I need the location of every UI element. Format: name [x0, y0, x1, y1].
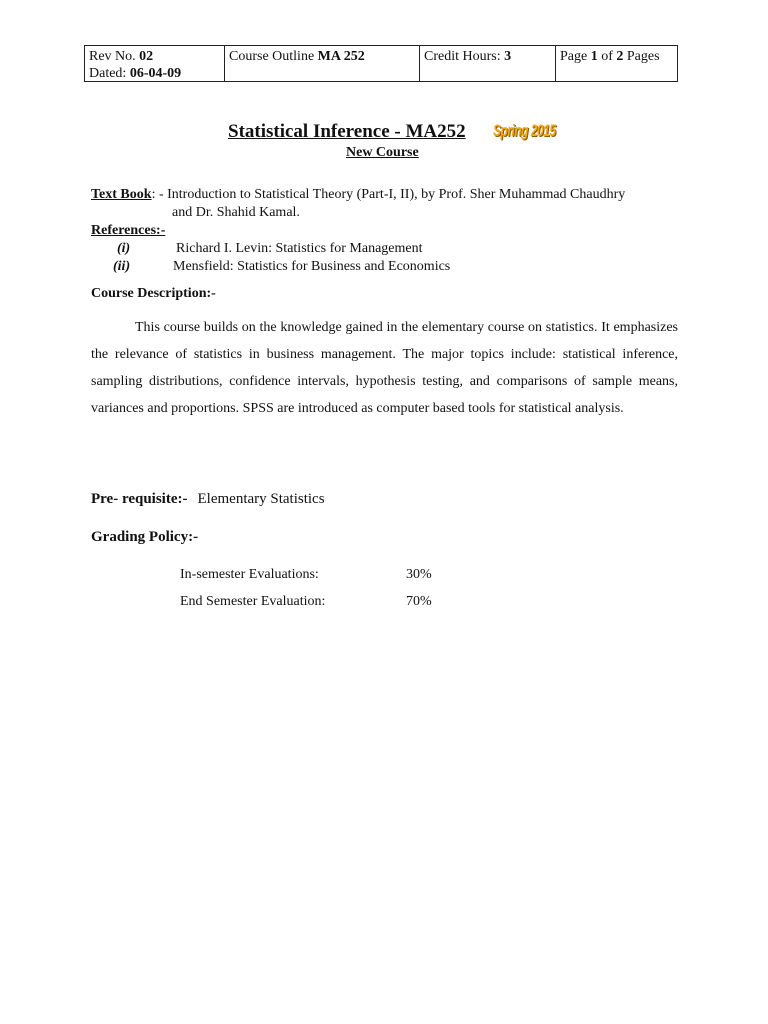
outline-label: Course Outline [229, 49, 315, 64]
page-current: 1 [590, 49, 598, 64]
page-total: 2 [616, 49, 624, 64]
page-of: of [601, 49, 613, 64]
page-cell [556, 46, 677, 81]
description-paragraph: This course builds on the knowledge gained in the elementary course on statistics. It emphasizes the relevance of statistics in business management. The major topics include: statistical inference, sampling distributions, confidence intervals, hypothesis testing, and comparisons of sample means, variances and proportions. SPSS are introduced as computer based tools for statistical analysis. [91, 320, 678, 416]
rev-label: Rev No. [89, 49, 136, 64]
textbook-label: Text Book [91, 187, 152, 202]
dated-value: 06-04-09 [129, 66, 182, 81]
prereq-label: Pre- requisite:- [91, 491, 188, 507]
textbook-line1 [91, 186, 625, 204]
credit-value: 3 [504, 49, 512, 64]
dated-label: Dated: [89, 66, 127, 81]
header-table [84, 45, 678, 82]
grading-value-1: 30% [406, 567, 432, 582]
outline-cell [225, 46, 420, 81]
references-label: References:- [91, 223, 166, 238]
page-suffix: Pages [626, 49, 660, 64]
reference-text-2: Mensfield: Statistics for Business and Economics [173, 259, 451, 274]
credit-cell [420, 46, 556, 81]
reference-num-1: (i) [117, 241, 131, 256]
prereq-line [91, 490, 325, 508]
textbook-line2: and Dr. Shahid Kamal. [172, 205, 300, 220]
prereq-value: Elementary Statistics [197, 491, 325, 507]
page-prefix: Page [560, 49, 588, 64]
grading-name-1: In-semester Evaluations: [180, 567, 319, 582]
page-title: Statistical Inference - MA252 [228, 121, 466, 142]
reference-num-2: (ii) [113, 259, 131, 274]
semester-badge: Spring 2015 [493, 121, 556, 140]
reference-text-1: Richard I. Levin: Statistics for Management [176, 241, 423, 256]
rev-cell [85, 46, 225, 81]
description-label: Course Description:- [91, 286, 216, 301]
grading-value-2: 70% [406, 594, 432, 609]
grading-name-2: End Semester Evaluation: [180, 594, 326, 609]
outline-value: MA 252 [317, 49, 365, 64]
textbook-text1: : - Introduction to Statistical Theory (Part-I, II), by Prof. Sher Muhammad Chaudhry [151, 187, 626, 202]
grading-label: Grading Policy:- [91, 529, 199, 545]
credit-label: Credit Hours: [424, 49, 501, 64]
page-subtitle: New Course [346, 145, 419, 160]
rev-value: 02 [139, 49, 154, 64]
